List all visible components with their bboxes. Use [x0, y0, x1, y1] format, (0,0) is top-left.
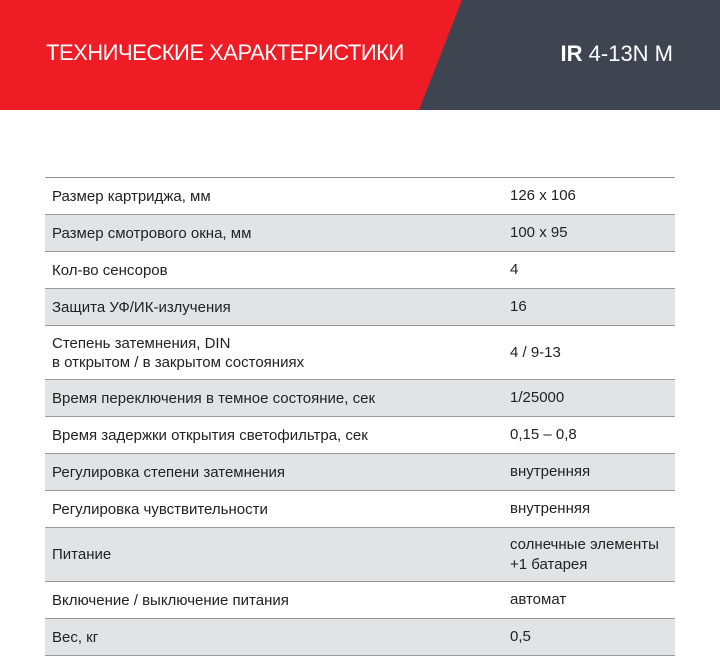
table-row: [45, 491, 675, 528]
table-row: [45, 178, 675, 215]
page-title: ТЕХНИЧЕСКИЕ ХАРАКТЕРИСТИКИ: [46, 40, 404, 65]
spec-value: 16: [510, 298, 527, 315]
spec-value: 100 x 95: [510, 224, 568, 241]
spec-value: внутренняя: [510, 463, 591, 480]
spec-label: Время переключения в темное состояние, сек: [52, 389, 376, 407]
spec-label-line1: Степень затемнения, DIN: [52, 334, 231, 352]
table-row: [45, 252, 675, 289]
spec-label: Размер смотрового окна, мм: [52, 224, 252, 242]
specs-table: [45, 177, 675, 656]
spec-value: внутренняя: [510, 500, 591, 517]
model-brand: IR: [560, 41, 583, 66]
spec-label: Вес, кг: [52, 628, 99, 646]
model-number: 4-13N M: [588, 41, 673, 66]
spec-label: Регулировка чувствительности: [52, 500, 268, 518]
spec-label: Включение / выключение питания: [52, 591, 289, 609]
spec-value: 0,5: [510, 628, 531, 645]
spec-label: Время задержки открытия светофильтра, сек: [52, 426, 368, 444]
table-row: [45, 582, 675, 619]
table-row: [45, 454, 675, 491]
spec-value: 1/25000: [510, 389, 565, 406]
spec-label-line2: в открытом / в закрытом состояниях: [52, 353, 305, 371]
spec-value: 4 / 9-13: [510, 343, 561, 361]
table-row: [45, 619, 675, 656]
table-row: [45, 528, 675, 582]
spec-value: автомат: [510, 591, 567, 608]
table-row: [45, 326, 675, 380]
model-name: [561, 41, 673, 67]
spec-label: Регулировка степени затемнения: [52, 463, 286, 481]
spec-label: Защита УФ/ИК-излучения: [52, 298, 231, 316]
spec-value: 4: [510, 261, 519, 278]
table-row: [45, 289, 675, 326]
spec-label: Питание: [52, 546, 112, 563]
spec-label: Кол-во сенсоров: [52, 261, 168, 279]
spec-value: 0,15 – 0,8: [510, 426, 577, 443]
spec-value-line1: солнечные элементы: [510, 535, 659, 553]
spec-value-line2: +1 батарея: [510, 555, 588, 573]
header-banner: [0, 0, 720, 110]
table-row: [45, 215, 675, 252]
spec-value: 126 x 106: [510, 187, 576, 204]
table-row: [45, 380, 675, 417]
table-row: [45, 417, 675, 454]
spec-label: [45, 334, 502, 372]
spec-label: Размер картриджа, мм: [52, 187, 211, 205]
spec-value: [502, 535, 675, 575]
